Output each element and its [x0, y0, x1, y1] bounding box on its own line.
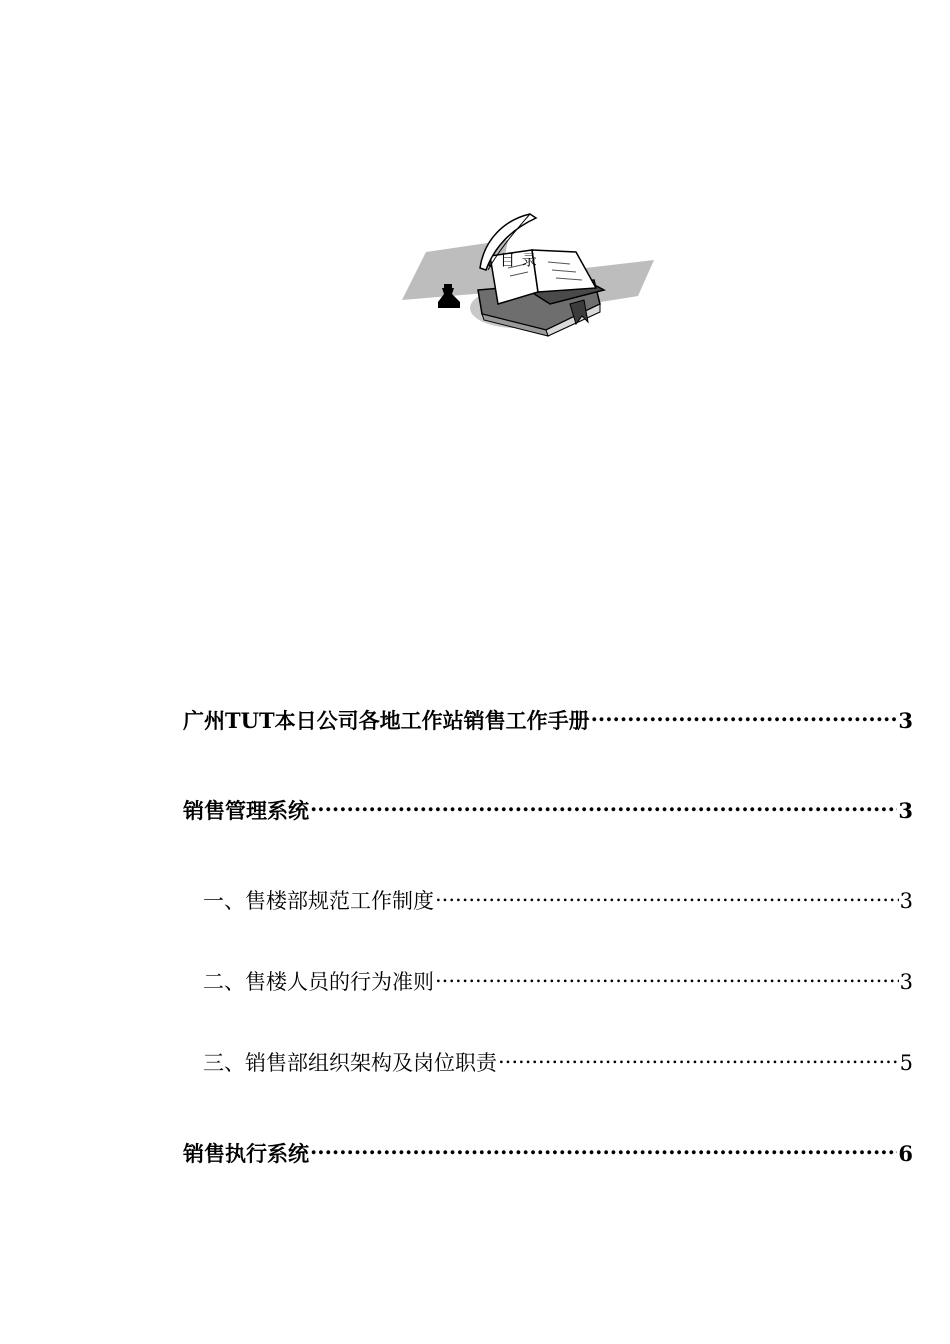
toc-entry-label: 广州TUT本日公司各地工作站销售工作手册 — [183, 708, 590, 733]
toc-entry-page: 3 — [898, 798, 913, 823]
dot-leader — [435, 961, 899, 989]
clipart-title: 目 录 — [500, 251, 538, 269]
book-and-quill-icon — [398, 212, 656, 340]
dot-leader — [310, 1133, 897, 1161]
toc-entry[interactable] — [183, 961, 913, 996]
toc-entry-label: 三、销售部组织架构及岗位职责 — [203, 1051, 497, 1075]
dot-leader — [591, 700, 898, 728]
toc-entry[interactable] — [183, 790, 913, 825]
toc-entry-label: 二、售楼人员的行为准则 — [203, 970, 434, 994]
toc-entry-page: 3 — [899, 889, 913, 913]
toc-entry-label: 销售管理系统 — [183, 798, 309, 823]
toc-entry-page: 3 — [898, 708, 913, 733]
toc-entry[interactable] — [183, 700, 913, 735]
toc-entry[interactable] — [183, 1133, 913, 1168]
toc-entry-page: 6 — [898, 1141, 913, 1166]
dot-leader — [310, 790, 897, 818]
toc-entry-label: 销售执行系统 — [183, 1141, 309, 1166]
dot-leader — [435, 880, 899, 908]
toc-entry-label: 一、售楼部规范工作制度 — [203, 889, 434, 913]
toc-entry[interactable] — [183, 880, 913, 915]
dot-leader — [498, 1042, 899, 1070]
toc-entry[interactable] — [183, 1042, 913, 1077]
toc-entry-page: 3 — [899, 970, 913, 994]
toc-entry-page: 5 — [899, 1051, 913, 1075]
